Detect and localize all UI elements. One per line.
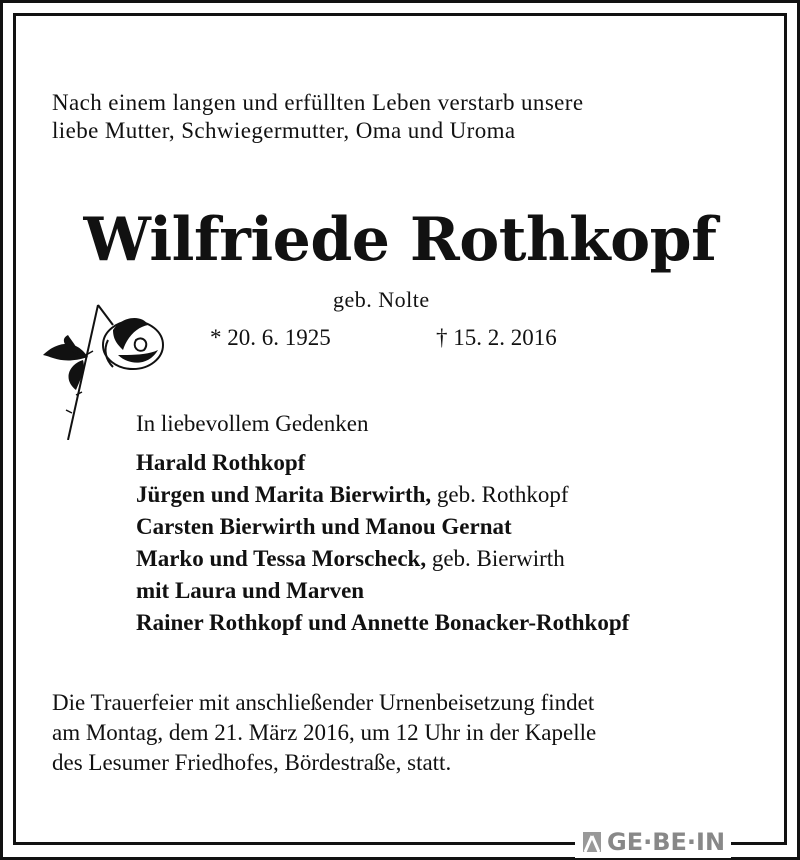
funeral-info — [52, 688, 596, 778]
funeral-info-line: Die Trauerfeier mit anschließender Urnenbeisetzung findet — [52, 690, 595, 715]
maiden-name: geb. Nolte — [333, 287, 430, 312]
logo-figure-icon — [581, 830, 603, 854]
mourner-line — [136, 607, 629, 639]
mourner-name: Jürgen und Marita Bierwirth, — [136, 482, 432, 507]
birth-date: * 20. 6. 1925 — [210, 325, 331, 350]
mourner-suffix: geb. Bierwirth — [426, 546, 565, 571]
intro-text — [52, 89, 583, 145]
publisher-logo — [575, 826, 731, 858]
mourner-line — [136, 543, 629, 575]
mourner-name: Rainer Rothkopf und Annette Bonacker-Rothkopf — [136, 610, 630, 635]
intro-line: Nach einem langen und erfüllten Leben verstarb unsere — [52, 90, 584, 115]
mourner-name: Carsten Bierwirth und Manou Gernat — [136, 514, 512, 539]
mourners-heading: In liebevollem Gedenken — [136, 411, 369, 436]
funeral-info-line: des Lesumer Friedhofes, Bördestraße, statt. — [52, 750, 452, 775]
mourner-line — [136, 447, 629, 479]
mourners-list — [136, 447, 629, 639]
mourner-name: mit Laura und Marven — [136, 578, 365, 603]
funeral-info-line: am Montag, dem 21. März 2016, um 12 Uhr in der Kapelle — [52, 720, 597, 745]
mourner-line — [136, 511, 629, 543]
mourner-name: Harald Rothkopf — [136, 450, 306, 475]
mourner-line — [136, 479, 629, 511]
mourner-name: Marko und Tessa Morscheck, — [136, 546, 427, 571]
logo-text: GE·BE·IN — [607, 828, 726, 856]
mourner-suffix: geb. Rothkopf — [431, 482, 569, 507]
intro-line: liebe Mutter, Schwiegermutter, Oma und Uroma — [52, 118, 516, 143]
death-date: † 15. 2. 2016 — [436, 325, 557, 350]
deceased-name: Wilfriede Rothkopf — [83, 205, 717, 275]
mourner-line — [136, 575, 629, 607]
